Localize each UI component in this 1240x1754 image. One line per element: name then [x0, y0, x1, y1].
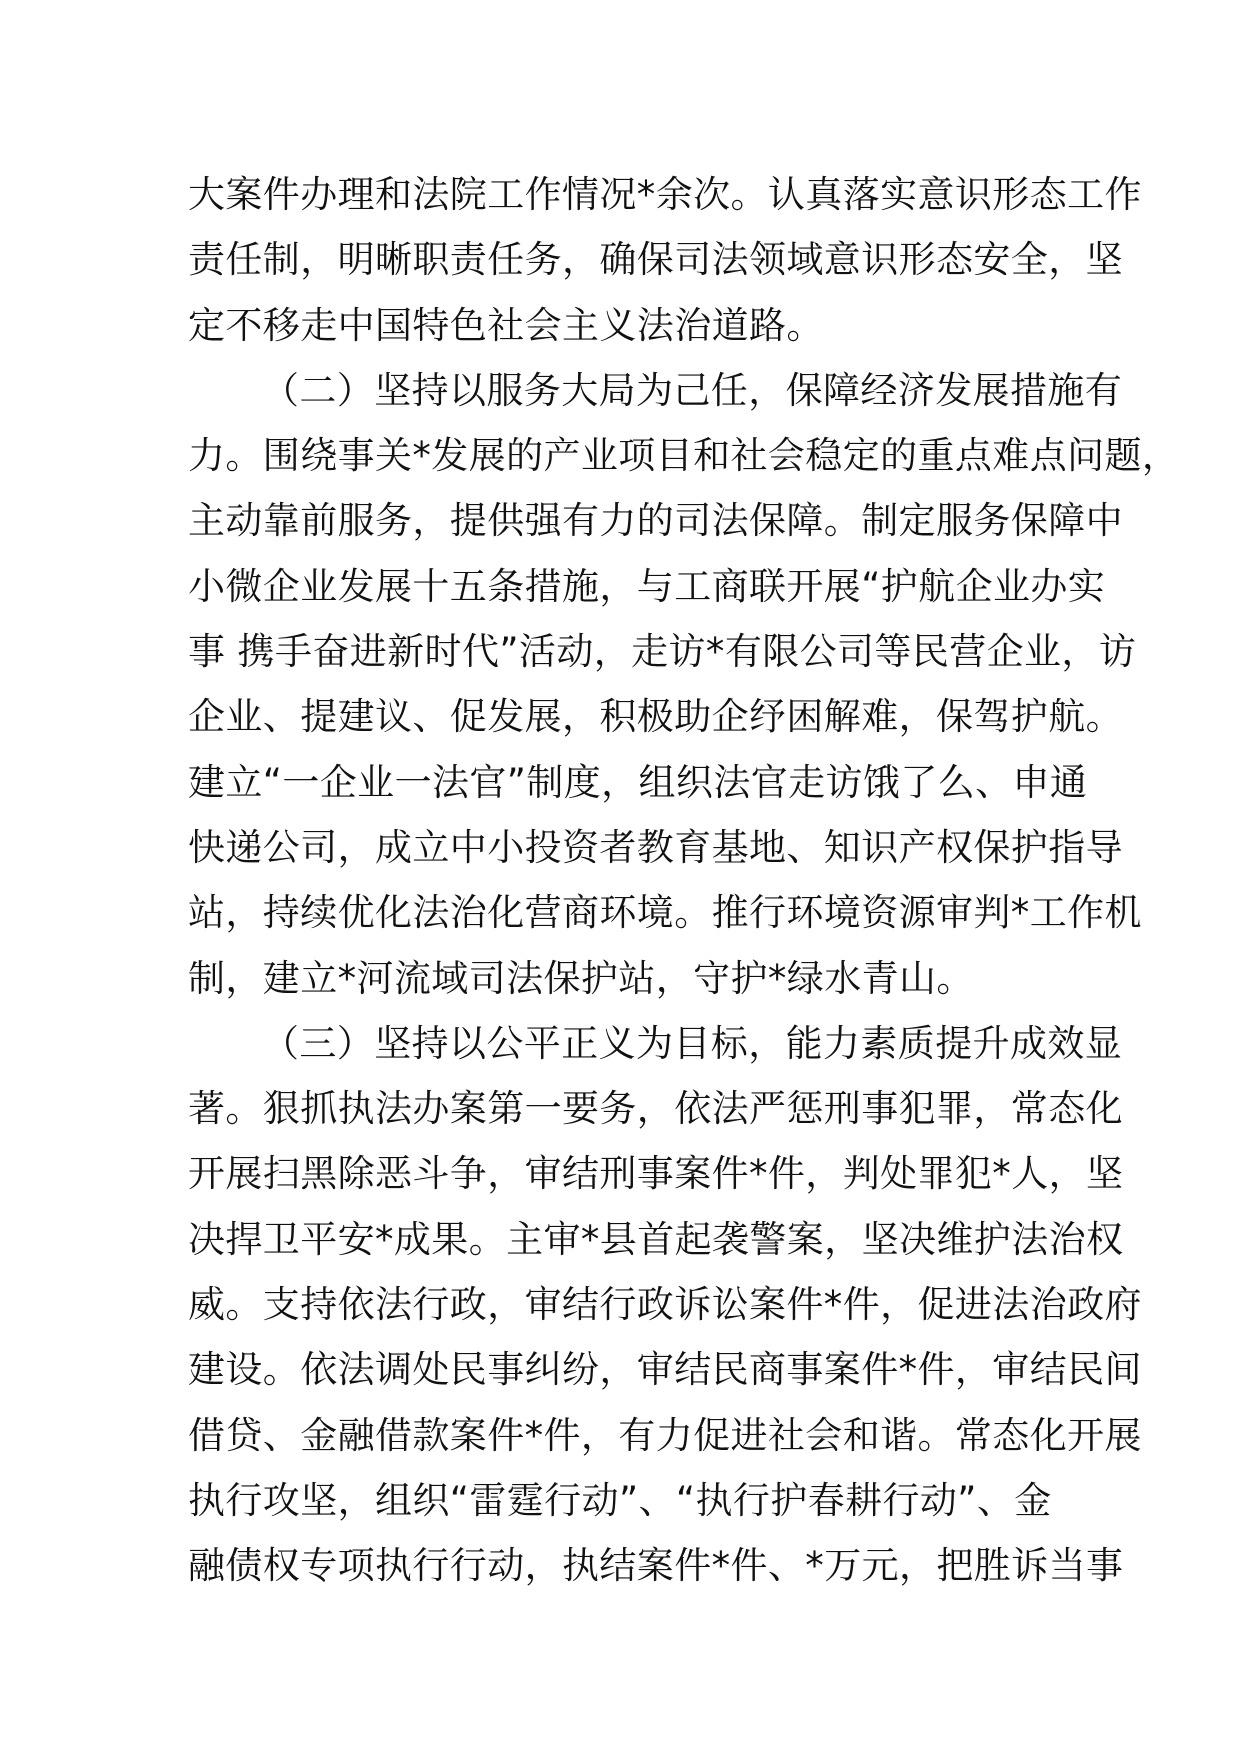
text-line: 制，建立*河流域司法保护站，守护*绿水青山。	[188, 956, 974, 1000]
text-line: 定不移走中国特色社会主义法治道路。	[188, 303, 824, 347]
text-line: 执行攻坚，组织“雷霆行动”、“执行护春耕行动”、金	[188, 1478, 1052, 1522]
text-line: 建立“一企业一法官”制度，组织法官走访饿了么、申通	[188, 760, 1088, 804]
text-line: 责任制，明晰职责任务，确保司法领域意识形态安全，坚	[188, 238, 1123, 282]
text-line: 快递公司，成立中小投资者教育基地、知识产权保护指导	[188, 825, 1123, 869]
text-line: 小微企业发展十五条措施，与工商联开展“护航企业办实	[188, 564, 1106, 608]
text-line: 力。围绕事关*发展的产业项目和社会稳定的重点难点问题，	[188, 434, 1180, 478]
text-line: 事 携手奋进新时代”活动，走访*有限公司等民营企业，访	[188, 630, 1137, 674]
text-line: 站，持续优化法治化营商环境。推行环境资源审判*工作机	[188, 891, 1142, 935]
text-line: 企业、提建议、促发展，积极助企纾困解难，保驾护航。	[188, 695, 1123, 739]
section-heading-line: （三）坚持以公平正义为目标，能力素质提升成效显	[262, 1021, 1123, 1065]
text-line: 融债权专项执行行动，执结案件*件、*万元，把胜诉当事	[188, 1544, 1124, 1588]
text-line: 主动靠前服务，提供强有力的司法保障。制定服务保障中	[188, 499, 1123, 543]
text-line: 开展扫黑除恶斗争，审结刑事案件*件，判处罪犯*人，坚	[188, 1152, 1124, 1196]
text-line: 借贷、金融借款案件*件，有力促进社会和谐。常态化开展	[188, 1413, 1142, 1457]
text-line: 著。狠抓执法办案第一要务，依法严惩刑事犯罪，常态化	[188, 1087, 1123, 1131]
body-text	[188, 162, 1180, 1599]
text-line: 建设。依法调处民事纠纷，审结民商事案件*件，审结民间	[188, 1348, 1142, 1392]
text-line: 大案件办理和法院工作情况*余次。认真落实意识形态工作	[188, 173, 1142, 216]
text-line: 威。支持依法行政，审结行政诉讼案件*件，促进法治政府	[188, 1283, 1142, 1327]
section-heading-line: （二）坚持以服务大局为己任，保障经济发展措施有	[262, 368, 1123, 412]
text-line: 决捍卫平安*成果。主审*县首起袭警案，坚决维护法治权	[188, 1217, 1124, 1261]
